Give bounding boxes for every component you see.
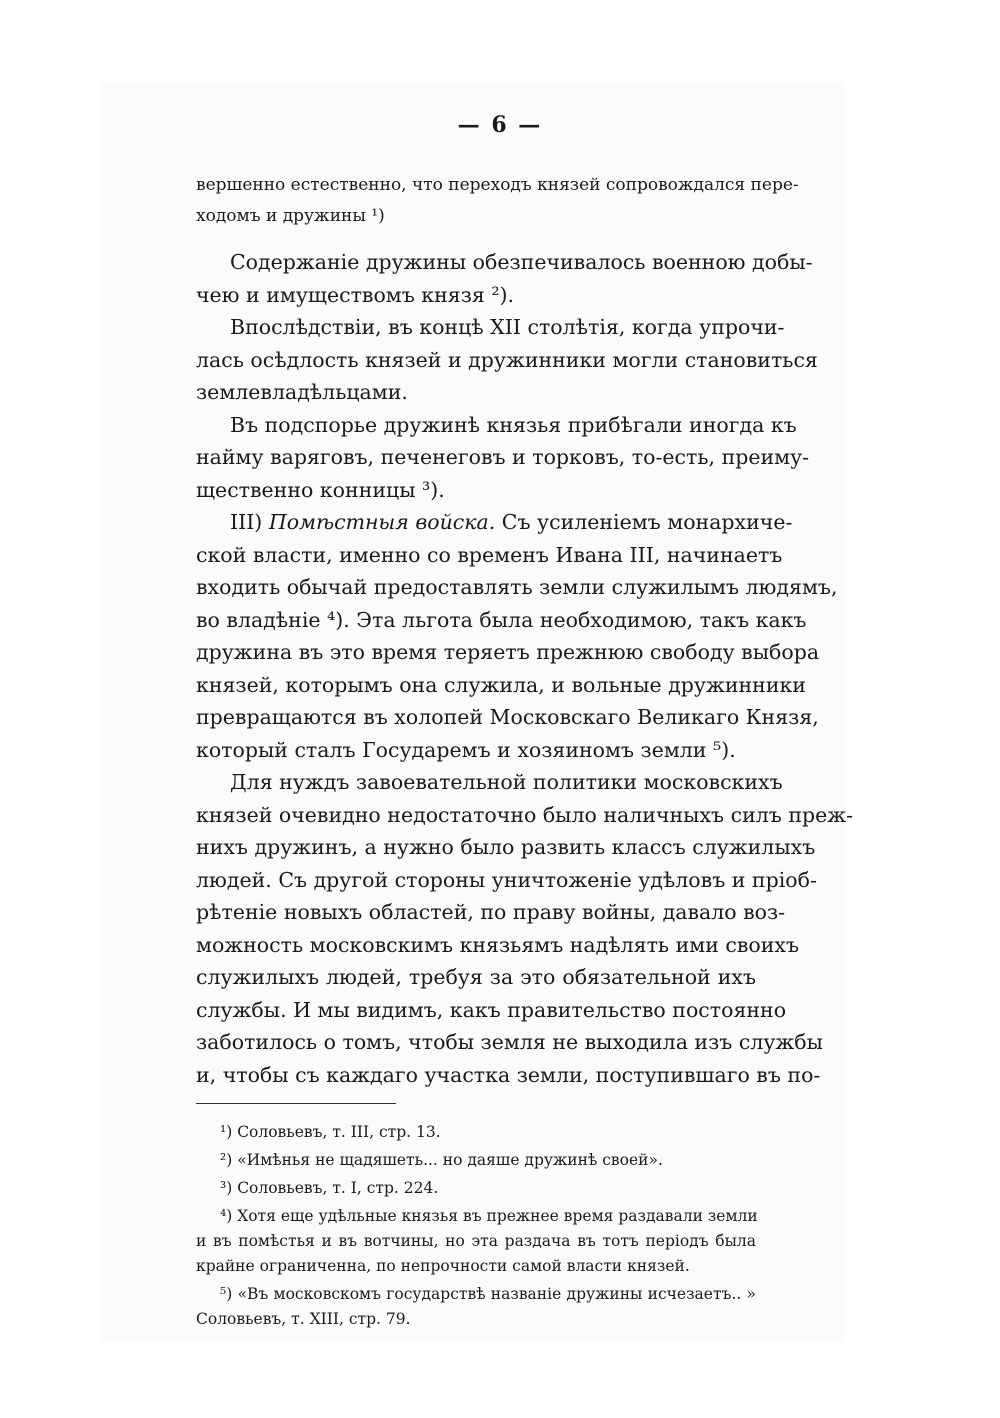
text-line: князей очевидно недостаточно было наличныхъ силъ преж- xyxy=(196,802,854,827)
text-line: III) Помѣстныя войска. Съ усиленіемъ монархиче- xyxy=(230,510,793,534)
main-text xyxy=(196,170,854,1091)
italic-heading: Помѣстныя войска. xyxy=(268,510,496,534)
text-line: рѣтеніе новыхъ областей, по праву войны, давало воз- xyxy=(196,900,786,924)
text-line: князей, которымъ она служила, и вольные дружинники xyxy=(196,672,806,697)
footnote-line: Соловьевъ, т. XIII, стр. 79. xyxy=(196,1310,411,1328)
text-line: найму варяговъ, печенеговъ и торковъ, то-есть, преиму- xyxy=(196,445,810,469)
text-line: Въ подспорье дружинѣ князья прибѣгали иногда къ xyxy=(230,412,797,437)
footnotes xyxy=(196,1120,756,1332)
text-line: служилыхъ людей, требуя за это обязательной ихъ xyxy=(196,965,756,989)
text-line: превращаются въ холопей Московскаго Великаго Князя, xyxy=(196,705,819,729)
paragraph-gap xyxy=(196,232,756,246)
text-line: землевладѣльцами. xyxy=(196,380,408,404)
text-line: во владѣніе ⁴). Эта льгота была необходимою, такъ какъ xyxy=(196,607,807,632)
text-line: Впослѣдствіи, въ концѣ XII столѣтія, когда упрочи- xyxy=(230,315,785,339)
footnote-line: ³) Соловьевъ, т. I, стр. 224. xyxy=(220,1179,439,1197)
footnote-line: ⁵) «Въ московскомъ государствѣ названіе дружины исчезаетъ.. » xyxy=(220,1285,756,1303)
footnote-line: крайне ограниченна, по непрочности самой власти князей. xyxy=(196,1257,690,1275)
text-line: заботилось о томъ, чтобы земля не выходила изъ службы xyxy=(196,1030,823,1054)
footnote-rule xyxy=(196,1103,396,1104)
text-line: и, чтобы съ каждаго участка земли, поступившаго въ по- xyxy=(196,1062,821,1087)
text-line: Содержаніе дружины обезпечивалось военною добы- xyxy=(230,250,813,274)
text-line: входить обычай предоставлять земли служилымъ людямъ, xyxy=(196,575,838,599)
footnote-line: ⁴) Хотя еще удѣльные князья въ прежнее время раздавали земли xyxy=(220,1207,758,1225)
text-line: дружина въ это время теряетъ прежнюю свободу выбора xyxy=(196,640,820,664)
text-line: чею и имуществомъ князя ²). xyxy=(196,282,515,307)
text-line: ходомъ и дружины ¹) xyxy=(196,206,385,226)
text-line: вершенно естественно, что переходъ князей сопровождался пере- xyxy=(196,175,799,195)
text-line: щественно конницы ³). xyxy=(196,477,445,502)
text-line: нихъ дружинъ, а нужно было развить классъ служилыхъ xyxy=(196,835,816,859)
text-line: службы. И мы видимъ, какъ правительство постоянно xyxy=(196,997,787,1022)
text-line: Для нуждъ завоевательной политики московскихъ xyxy=(230,770,783,794)
footnote-line: и въ помѣстья и въ вотчины, но эта раздача въ тотъ періодъ была xyxy=(196,1232,756,1250)
page-number: — 6 — xyxy=(457,112,543,138)
footnote-line: ²) «Имѣнья не щадяшеть... но даяше дружинѣ своей». xyxy=(220,1151,663,1169)
text-line: людей. Съ другой стороны уничтоженіе удѣловъ и пріоб- xyxy=(196,867,817,892)
text-line: ской власти, именно со временъ Ивана III, начинаетъ xyxy=(196,542,783,567)
footnote-line: ¹) Соловьевъ, т. III, стр. 13. xyxy=(220,1123,441,1141)
text-line: лась осѣдлость князей и дружинники могли становиться xyxy=(196,347,818,372)
text-line: можность московскимъ князьямъ надѣлять ими своихъ xyxy=(196,932,800,957)
text-line: который сталъ Государемъ и хозяиномъ земли ⁵). xyxy=(196,737,736,762)
